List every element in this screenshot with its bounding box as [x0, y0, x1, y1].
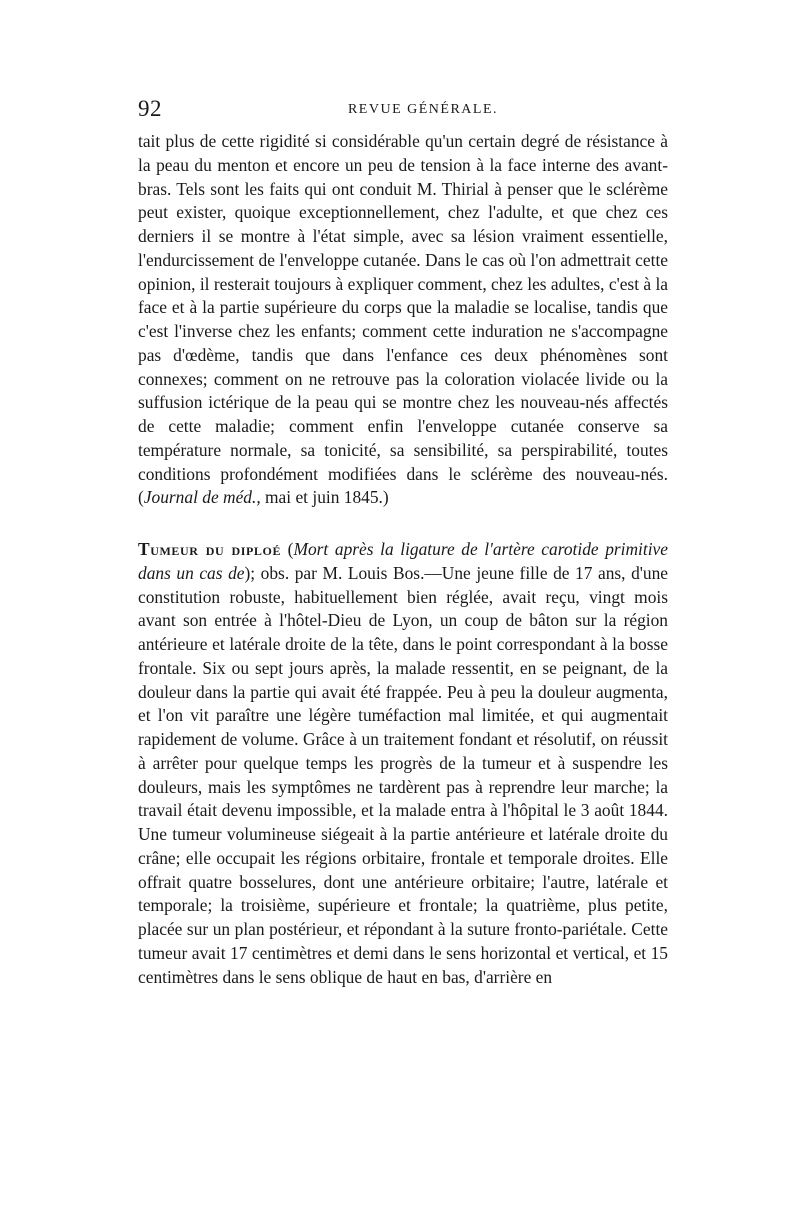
case-note-italic: Mort après la ligature de l'artère carotide primitive dans un cas de [138, 539, 668, 583]
paragraph-1-text: tait plus de cette rigidité si considérable qu'un certain degré de résistance à la peau du menton et encore un peu de tension à la face interne des avant-bras. Tels sont les faits qui ont conduit M. Thirial à penser que le sclérème peut exister, quoique exceptionnellement, chez l'adulte, et que chez ces derniers il se montre à l'état simple, avec sa lésion vraiment essentielle, l'endurcissement de l'enveloppe cutanée. Dans le cas où l'on admettrait cette opinion, il resterait toujours à expliquer comment, chez les adultes, c'est à la face et à la partie supérieure du corps que la maladie se localise, tandis que c'est l'inverse chez les enfants; comment cette induration ne s'accompagne pas d'œdème, tandis que dans l'enfance ces deux phénomènes sont connexes; comment on ne retrouve pas la coloration violacée livide ou la suffusion ictérique de la peau qui se montre chez les nouveau-nés affectés de cette maladie; comment enfin l'enveloppe cutanée conserve sa température normale, sa tonicité, sa sensibilité, sa perspirabilité, toutes conditions profondément modifiées dans le sclérème des nouveau-nés. ( [138, 131, 668, 508]
page-number: 92 [138, 96, 162, 121]
paragraph-2-text: ); obs. par M. Louis Bos.—Une jeune fille de 17 ans, d'une constitution robuste, habituellement bien réglée, avait reçu, vingt mois avant son entrée à l'hôtel-Dieu de Lyon, un coup de bâton sur la région antérieure et latérale droite de la tête, dans le point correspondant à la bosse frontale. Six ou sept jours après, la malade ressentit, en se peignant, de la douleur dans la partie qui avait été frappée. Peu à peu la douleur augmenta, et l'on vit paraître une légère tuméfaction mal limitée, et qui augmentait rapidement de volume. Grâce à un traitement fondant et résolutif, on réussit à arrêter pour quelque temps les progrès de la tumeur et à suspendre les douleurs, mais les symptômes ne tardèrent pas à reprendre leur marche; la travail était devenu impossible, et la malade entra à l'hôpital le 3 août 1844. Une tumeur volumineuse siégeait à la partie antérieure et latérale droite du crâne; elle occupait les régions orbitaire, frontale et temporale droites. Elle offrait quatre bosselures, dont une antérieure orbitaire; l'autre, latérale et temporale; la troisième, supérieure et frontale; la quatrième, plus petite, placée sur un plan postérieur, et répondant à la suture fronto-pariétale. Cette tumeur avait 17 centimètres et demi dans le sens horizontal et vertical, et 15 centimètres dans le sens oblique de haut en bas, d'arrière en [138, 562, 669, 987]
document-page [138, 96, 668, 989]
journal-citation: Journal de méd., [143, 487, 261, 508]
running-title: REVUE GÉNÉRALE. [347, 102, 499, 117]
citation-date: mai et juin 1845.) [260, 487, 389, 508]
paragraph-sclereme [138, 130, 668, 510]
running-head [138, 96, 668, 130]
paragraph-tumeur-du-diploe [138, 538, 668, 989]
paren-open: ( [281, 539, 294, 559]
section-heading: Tumeur du diploé [138, 539, 282, 559]
